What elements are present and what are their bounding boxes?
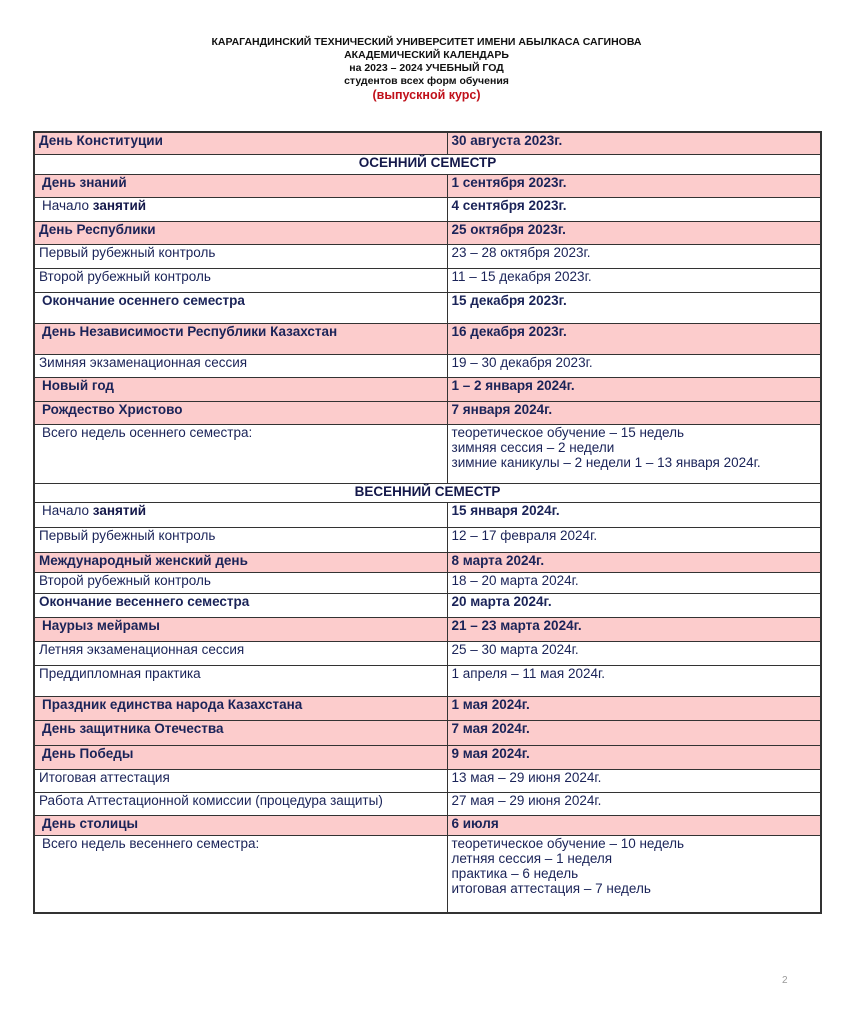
summary-line: теоретическое обучение – 15 недель (451, 424, 684, 440)
table-row (34, 527, 821, 552)
summary-line: зимняя сессия – 2 недели (451, 439, 615, 455)
event-bold: занятий (92, 197, 147, 213)
table-row-autumn-summary (34, 424, 821, 483)
event-cell: Преддипломная практика (34, 665, 447, 696)
table-row (34, 641, 821, 665)
table-row (34, 323, 821, 354)
date-cell: 1 мая 2024г. (447, 696, 821, 720)
event-cell: День Республики (34, 221, 447, 244)
section-header-spring: ВЕСЕННИЙ СЕМЕСТР (34, 483, 821, 502)
summary-line: теоретическое обучение – 10 недель (451, 835, 684, 851)
event-cell: Новый год (34, 377, 447, 401)
date-cell: 25 – 30 марта 2024г. (447, 641, 821, 665)
table-row-spring-summary (34, 835, 821, 913)
event-cell: День знаний (34, 174, 447, 197)
date-cell: 13 мая – 29 июня 2024г. (447, 769, 821, 792)
table-row (34, 502, 821, 527)
event-cell: День Независимости Республики Казахстан (34, 323, 447, 354)
date-cell: 16 декабря 2023г. (447, 323, 821, 354)
audience: студентов всех форм обучения (344, 75, 509, 87)
table-row (34, 792, 821, 815)
table-row (34, 696, 821, 720)
summary-cell (447, 424, 821, 483)
table-row (34, 174, 821, 197)
event-cell: Международный женский день (34, 552, 447, 572)
event-cell: Окончание осеннего семестра (34, 292, 447, 323)
date-cell: 12 – 17 февраля 2024г. (447, 527, 821, 552)
event-cell: День Победы (34, 745, 447, 769)
date-cell: 11 – 15 декабря 2023г. (447, 268, 821, 292)
academic-calendar-table (33, 131, 822, 914)
table-row (34, 572, 821, 593)
event-cell: Наурыз мейрамы (34, 617, 447, 641)
date-cell: 7 мая 2024г. (447, 720, 821, 745)
date-cell: 9 мая 2024г. (447, 745, 821, 769)
date-cell: 21 – 23 марта 2024г. (447, 617, 821, 641)
event-prefix: Начало (42, 502, 93, 518)
table-row (34, 377, 821, 401)
date-cell: 8 марта 2024г. (447, 552, 821, 572)
table-row (34, 617, 821, 641)
academic-year: на 2023 – 2024 УЧЕБНЫЙ ГОД (349, 62, 504, 74)
date-cell: 18 – 20 марта 2024г. (447, 572, 821, 593)
table-row (34, 769, 821, 792)
summary-line: итоговая аттестация – 7 недель (451, 880, 651, 896)
table-row (34, 354, 821, 377)
table-row (34, 244, 821, 268)
summary-line: практика – 6 недель (451, 865, 579, 881)
summary-line: летняя сессия – 1 неделя (451, 850, 613, 866)
event-cell: Итоговая аттестация (34, 769, 447, 792)
date-cell: 25 октября 2023г. (447, 221, 821, 244)
event-prefix: Начало (42, 197, 93, 213)
event-cell: Рождество Христово (34, 401, 447, 424)
table-row (34, 197, 821, 221)
event-cell: День столицы (34, 815, 447, 835)
table-row (34, 745, 821, 769)
table-row (34, 552, 821, 572)
table-row (34, 132, 821, 154)
event-cell: Второй рубежный контроль (34, 268, 447, 292)
table-row (34, 292, 821, 323)
date-cell: 7 января 2024г. (447, 401, 821, 424)
event-cell: Первый рубежный контроль (34, 244, 447, 268)
section-header-autumn: ОСЕННИЙ СЕМЕСТР (34, 154, 821, 174)
event-cell: Второй рубежный контроль (34, 572, 447, 593)
table-row (34, 815, 821, 835)
date-cell: 1 – 2 января 2024г. (447, 377, 821, 401)
event-cell: Всего недель весеннего семестра: (34, 835, 447, 913)
event-cell: Окончание весеннего семестра (34, 593, 447, 617)
event-cell: Всего недель осеннего семестра: (34, 424, 447, 483)
event-cell (34, 502, 447, 527)
date-cell: 15 января 2024г. (447, 502, 821, 527)
event-cell: День защитника Отечества (34, 720, 447, 745)
university-name: КАРАГАНДИНСКИЙ ТЕХНИЧЕСКИЙ УНИВЕРСИТЕТ ИМЕНИ АБЫЛКАСА САГИНОВА (211, 36, 642, 48)
course-note: (выпускной курс) (372, 88, 481, 102)
table-row (34, 268, 821, 292)
date-cell: 4 сентября 2023г. (447, 197, 821, 221)
event-cell: День Конституции (34, 132, 447, 154)
event-cell (34, 197, 447, 221)
summary-line: зимние каникулы – 2 недели 1 – 13 января 2024г. (451, 454, 761, 470)
table-row (34, 720, 821, 745)
event-cell: Работа Аттестационной комиссии (процедура защиты) (34, 792, 447, 815)
table-row (34, 593, 821, 617)
date-cell: 1 сентября 2023г. (447, 174, 821, 197)
date-cell: 23 – 28 октября 2023г. (447, 244, 821, 268)
page-number: 2 (782, 975, 788, 986)
date-cell: 30 августа 2023г. (447, 132, 821, 154)
date-cell: 1 апреля – 11 мая 2024г. (447, 665, 821, 696)
date-cell: 6 июля (447, 815, 821, 835)
date-cell: 20 марта 2024г. (447, 593, 821, 617)
date-cell: 27 мая – 29 июня 2024г. (447, 792, 821, 815)
date-cell: 15 декабря 2023г. (447, 292, 821, 323)
document-title: АКАДЕМИЧЕСКИЙ КАЛЕНДАРЬ (344, 49, 509, 61)
event-cell: Праздник единства народа Казахстана (34, 696, 447, 720)
document-header (0, 36, 853, 103)
table-row (34, 221, 821, 244)
event-cell: Зимняя экзаменационная сессия (34, 354, 447, 377)
date-cell: 19 – 30 декабря 2023г. (447, 354, 821, 377)
event-cell: Первый рубежный контроль (34, 527, 447, 552)
table-row (34, 665, 821, 696)
event-bold: занятий (92, 502, 147, 518)
event-cell: Летняя экзаменационная сессия (34, 641, 447, 665)
table-row (34, 401, 821, 424)
summary-cell (447, 835, 821, 913)
